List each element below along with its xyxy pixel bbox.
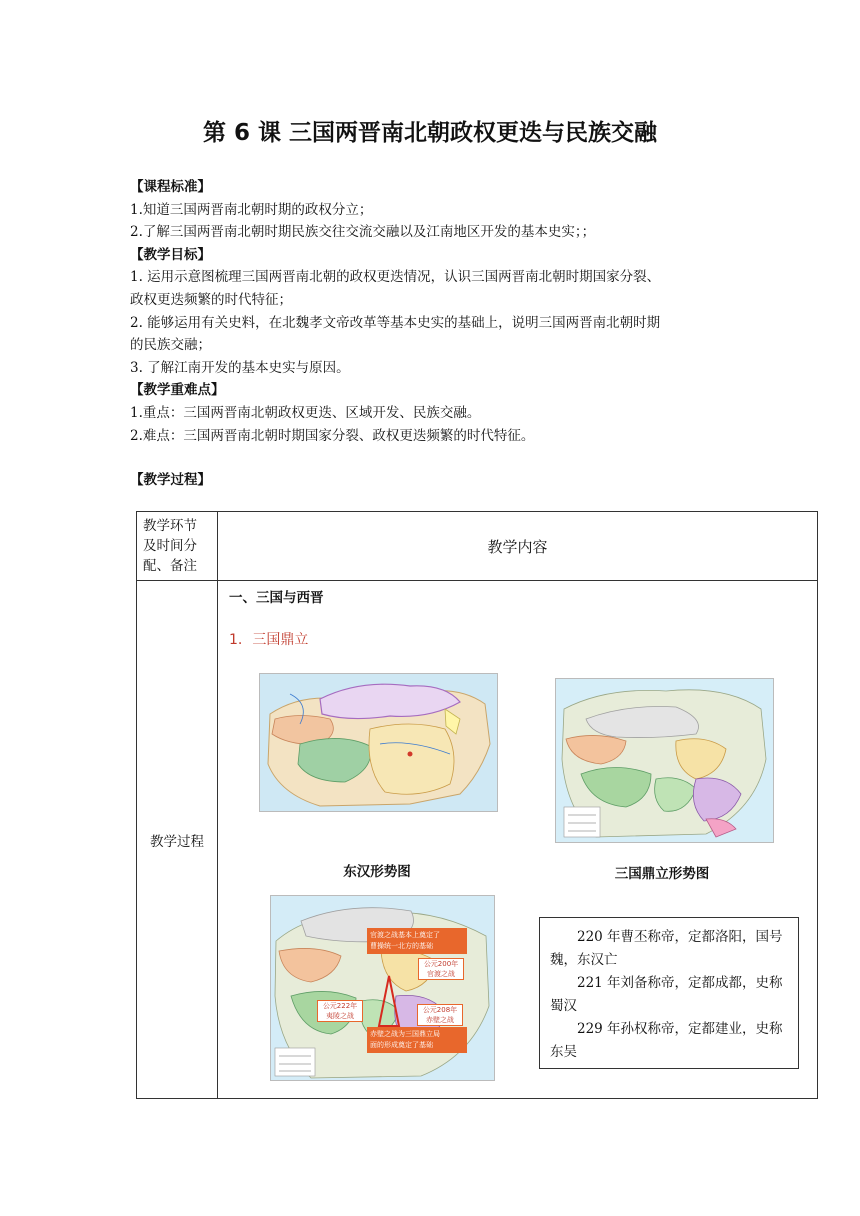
eastern-han-map — [259, 673, 498, 812]
header-left-line: 及时间分 — [143, 538, 197, 554]
header-left-cell — [143, 516, 213, 576]
standard-item: 2.了解三国两晋南北朝时期民族交往交流交融以及江南地区开发的基本史实；； — [130, 224, 596, 241]
header-left-line: 教学环节 — [143, 518, 197, 534]
battle-note-line: 官渡之战基本上奠定了 — [370, 931, 440, 939]
standard-item: 1.知道三国两晋南北朝时期的政权分立； — [130, 201, 373, 218]
table-divider — [217, 512, 218, 1098]
standards-heading: 【课程标准】 — [130, 179, 211, 195]
map-caption-eastern-han: 东汉形势图 — [343, 864, 411, 880]
event-note: 221 年刘备称帝，定都成都，史称蜀汉 — [550, 975, 783, 1014]
battle-note-line: 面的形成奠定了基础 — [370, 1041, 433, 1049]
keypoint-item: 1.重点：三国两晋南北朝政权更迭、区域开发、民族交融。 — [130, 404, 481, 421]
event-note: 229 年孙权称帝，定都建业，史称东吴 — [550, 1021, 783, 1060]
section-title: 一、三国与西晋 — [229, 590, 324, 606]
guandu-line: 公元200年 — [423, 960, 459, 968]
chibi-line: 公元208年 — [422, 1006, 458, 1014]
three-kingdoms-map — [555, 678, 774, 843]
yiling-line: 公元222年 — [322, 1002, 358, 1010]
subsection-text: 三国鼎立 — [252, 632, 309, 648]
chibi-label — [417, 1004, 463, 1026]
goal-line: 的民族交融； — [130, 337, 211, 354]
battle-note-bottom — [367, 1027, 467, 1053]
guandu-label — [418, 958, 464, 980]
battle-note-top — [367, 928, 467, 954]
event-note: 220 年曹丕称帝，定都洛阳，国号魏，东汉亡 — [550, 929, 783, 968]
goal-line: 2. 能够运用有关史料，在北魏孝文帝改革等基本史实的基础上，说明三国两晋南北朝时期 — [130, 314, 661, 331]
row-label: 教学过程 — [150, 834, 204, 850]
three-kingdoms-battles-map — [270, 895, 495, 1081]
subsection-title — [229, 629, 308, 649]
goal-line: 1. 运用示意图梳理三国两晋南北朝的政权更迭情况，认识三国两晋南北朝时期国家分裂、 — [130, 269, 661, 286]
goals-heading: 【教学目标】 — [130, 246, 211, 263]
guandu-line: 官渡之战 — [427, 970, 455, 978]
goal-line: 政权更迭频繁的时代特征； — [130, 291, 292, 308]
header-right-cell: 教学内容 — [487, 538, 548, 556]
three-kingdoms-map-graphic — [556, 679, 773, 842]
teaching-table — [136, 511, 818, 1099]
chibi-line: 赤壁之战 — [426, 1016, 454, 1024]
yiling-label — [317, 1000, 363, 1022]
battle-note-line: 曹操统一北方的基础 — [370, 942, 433, 950]
map-caption-three-kingdoms: 三国鼎立形势图 — [614, 866, 710, 882]
goal-line: 3. 了解江南开发的基本史实与原因。 — [130, 359, 350, 376]
page-title: 第 6 课 三国两晋南北朝政权更迭与民族交融 — [202, 120, 658, 146]
lesson-intro — [130, 176, 770, 447]
yiling-line: 夷陵之战 — [326, 1012, 354, 1020]
table-divider — [137, 580, 817, 581]
subsection-number: 1. — [229, 632, 243, 648]
header-left-line: 配、备注 — [143, 558, 197, 574]
process-heading: 【教学过程】 — [130, 472, 211, 488]
keypoints-heading: 【教学重难点】 — [130, 382, 225, 399]
eastern-han-map-graphic — [260, 674, 497, 811]
keypoint-item: 2.难点：三国两晋南北朝时期国家分裂、政权更迭频繁的时代特征。 — [130, 427, 535, 444]
events-note-box — [539, 917, 799, 1069]
battle-note-line: 赤壁之战为三国鼎立局 — [370, 1030, 440, 1038]
